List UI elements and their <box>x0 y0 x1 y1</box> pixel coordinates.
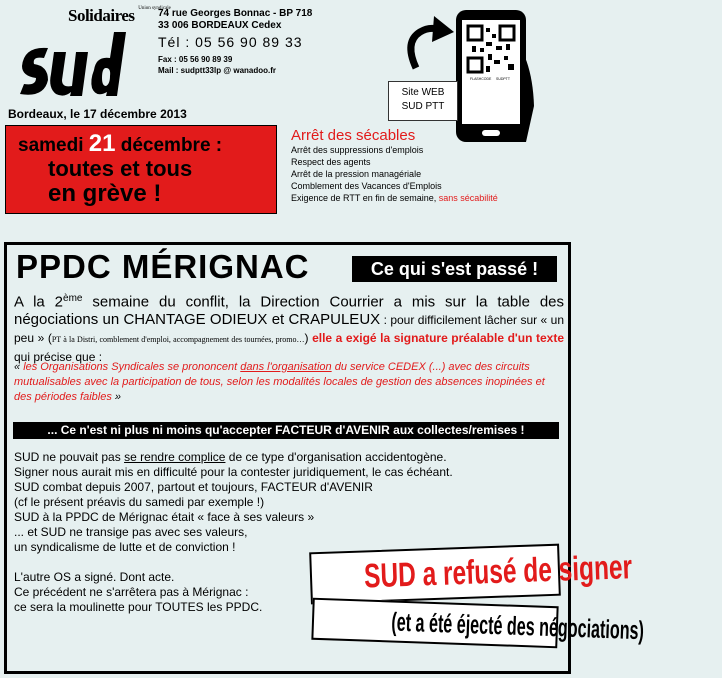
paragraph-line: un syndicalisme de lutte et de conviction ! <box>14 540 236 554</box>
paragraph-line: ce sera la moulinette pour TOUTES les PPDC. <box>14 600 263 614</box>
paragraph-line: SUD à la PPDC de Mérignac était « face à ses valeurs » <box>14 510 315 524</box>
qr-label-left: FLASHCODE <box>470 77 492 81</box>
document-date: Bordeaux, le 17 décembre 2013 <box>8 107 187 121</box>
demands-title: Arrêt des sécables <box>291 127 416 144</box>
sud-ptt-logo <box>14 26 130 102</box>
demand-item: Comblement des Vacances d'Emplois <box>291 181 442 191</box>
paragraph-line: SUD ne pouvait pas se rendre complice de ce type d'organisation accidentogène. <box>14 450 447 464</box>
email-address: Mail : sudptt33lp @ wanadoo.fr <box>158 66 277 75</box>
demand-item: Arrêt des suppressions d'emplois <box>291 145 424 155</box>
demand-item-rtt: Exigence de RTT en fin de semaine, sans sécabilité <box>291 193 498 203</box>
demand-item: Arrêt de la pression managériale <box>291 169 422 179</box>
page-title: PPDC MÉRIGNAC <box>16 248 310 285</box>
paragraph-line: ... et SUD ne transige pas avec ses valeurs, <box>14 525 248 539</box>
qr-label-right: SUDPTT <box>496 77 510 81</box>
refusal-stamp <box>310 548 645 650</box>
fax-number: Fax : 05 56 90 89 39 <box>158 55 233 64</box>
address-line1: 74 rue Georges Bonnac - BP 718 <box>158 8 313 19</box>
strike-banner <box>5 125 277 214</box>
key-message-banner: ... Ce n'est ni plus ni moins qu'accepter FACTEUR d'AVENIR aux collectes/remises ! <box>13 422 559 439</box>
refusal-stamp-headline: SUD a refusé de signer <box>309 544 561 605</box>
paragraph-line: L'autre OS a signé. Dont acte. <box>14 570 175 584</box>
paragraph-line: Signer nous aurait mis en difficulté pour la contester juridiquement, le cas échéant. <box>14 465 453 479</box>
intro-paragraph: A la 2ème semaine du conflit, la Direction Courrier a mis sur la table des négociations un CHANTAGE ODIEUX et CRAPULEUX : pour difficilement lâcher sur « un peu » (PT à la Distri, comblement d'emploi, accompagnement des tournées, promo…) elle a exigé la signature préalable d'un texte qui précise que : <box>14 293 564 364</box>
strike-line2: toutes et tous <box>48 156 193 181</box>
strike-line1: samedi 21 décembre : <box>18 130 223 157</box>
strike-line3: en grève ! <box>48 180 162 207</box>
address-line2: 33 006 BORDEAUX Cedex <box>158 20 282 31</box>
paragraph-line: SUD combat depuis 2007, partout et toujours, FACTEUR d'AVENIR <box>14 480 373 494</box>
smartphone-qr-icon <box>422 6 542 142</box>
refusal-stamp-subline: (et a été éjecté des négociations) <box>311 598 558 649</box>
solidaires-logo: Solidaires $^{Union syndicale}$ <box>68 6 171 25</box>
phone-number: Tél : 05 56 90 89 33 <box>158 34 303 50</box>
qr-code-icon <box>468 26 514 72</box>
paragraph-line: (cf le présent préavis du samedi par exemple !) <box>14 495 265 509</box>
website-name: SUD PTT <box>401 101 445 112</box>
ptt-label: PTT <box>113 56 123 71</box>
paragraph-line: Ce précédent ne s'arrêtera pas à Mérignac : <box>14 585 249 599</box>
section-badge: Ce qui s'est passé ! <box>352 256 557 282</box>
website-label: Site WEB <box>401 87 445 98</box>
sud-logo-mark <box>20 32 126 96</box>
demand-item: Respect des agents <box>291 157 371 167</box>
website-box <box>388 81 458 121</box>
quoted-text: « les Organisations Syndicales se prononcent dans l'organisation du service CEDEX (...) avec des circuits mutualisables avec la participation de tous, selon les modalités locales de gestion des absences inopinées et des périodes faibles » <box>14 361 545 403</box>
